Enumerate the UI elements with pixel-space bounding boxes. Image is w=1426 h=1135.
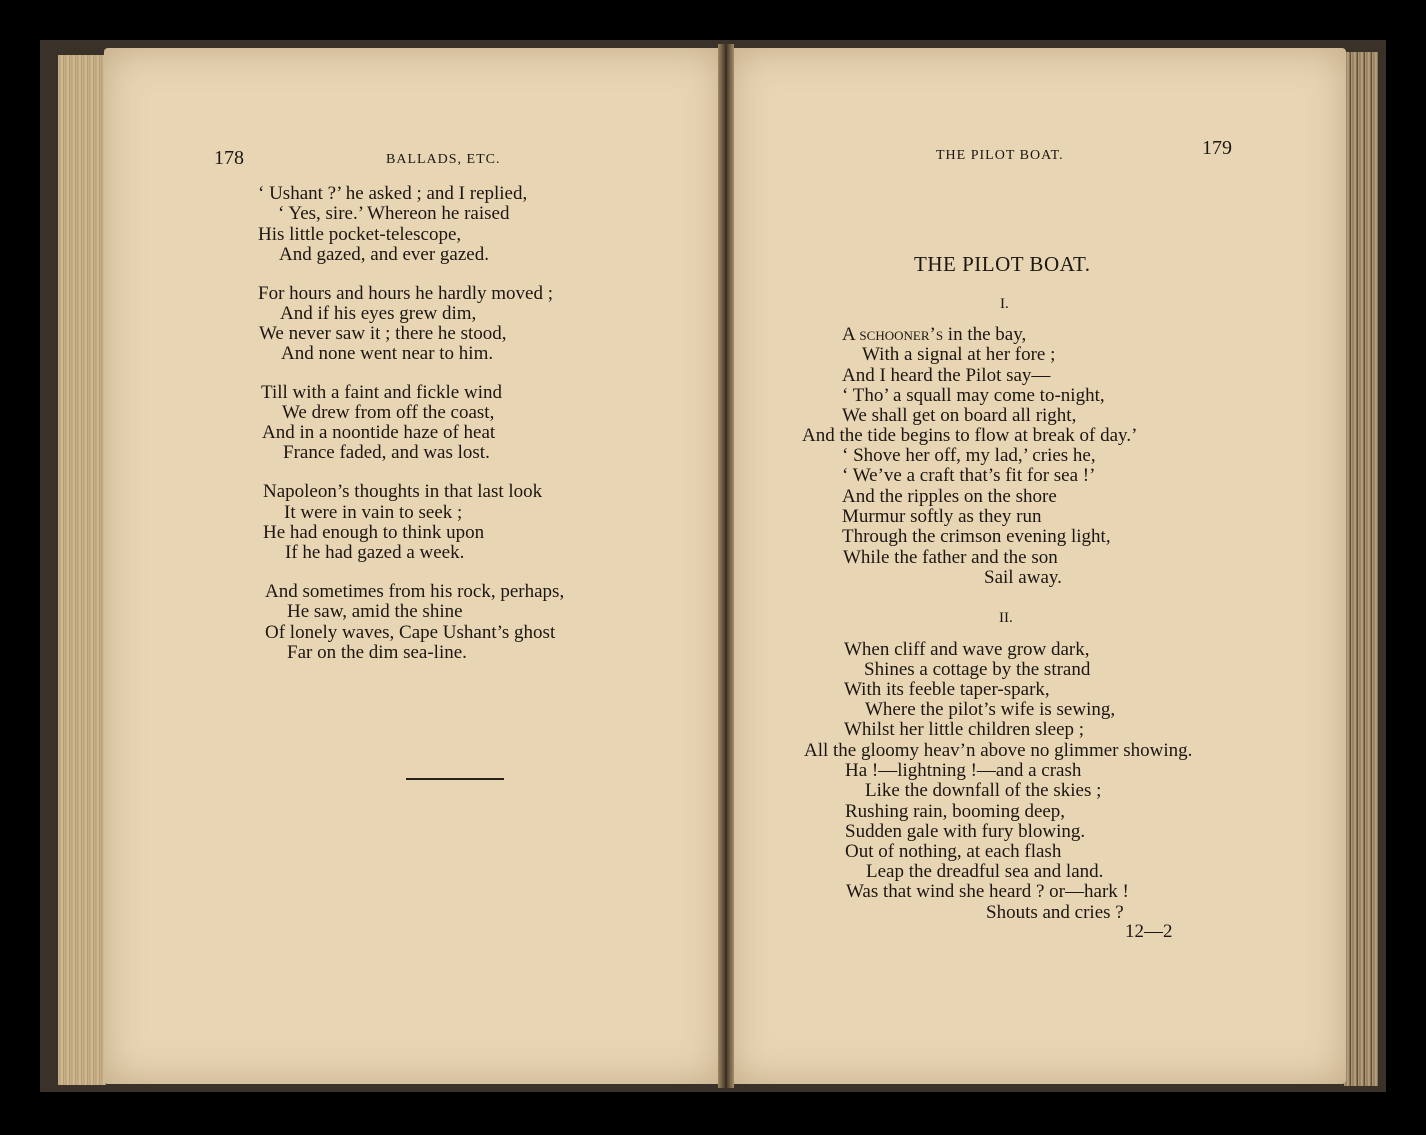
- poem-line: And none went near to him.: [281, 343, 494, 364]
- poem-line: Shouts and cries ?: [986, 902, 1124, 923]
- poem-line: And in a noontide haze of heat: [262, 422, 496, 443]
- page-edges-left: [58, 55, 106, 1085]
- poem-line: ‘ Tho’ a squall may come to-night,: [842, 385, 1105, 406]
- poem-line: And the tide begins to flow at break of day.’: [802, 425, 1138, 446]
- poem-line: Of lonely waves, Cape Ushant’s ghost: [265, 622, 556, 643]
- poem-line: Rushing rain, booming deep,: [845, 801, 1066, 822]
- dropcap-word: A schooner’s: [842, 324, 944, 345]
- poem-line: With its feeble taper-spark,: [844, 679, 1050, 700]
- poem-line: We drew from off the coast,: [282, 402, 495, 423]
- poem-line: Whilst her little children sleep ;: [844, 719, 1085, 740]
- poem-line: Murmur softly as they run: [842, 506, 1042, 527]
- poem-line: We shall get on board all right,: [842, 405, 1077, 426]
- poem-line: Was that wind she heard ? or—hark !: [846, 881, 1129, 902]
- poem-line: Like the downfall of the skies ;: [865, 780, 1102, 801]
- poem-line: Shines a cottage by the strand: [864, 659, 1091, 680]
- poem-line: Sudden gale with fury blowing.: [845, 821, 1086, 842]
- running-head-right: THE PILOT BOAT.: [936, 148, 1064, 163]
- poem-line: Till with a faint and fickle wind: [261, 382, 502, 403]
- poem-line: With a signal at her fore ;: [862, 344, 1056, 365]
- printer-signature: 12—2: [1125, 921, 1173, 942]
- poem-line: For hours and hours he hardly moved ;: [258, 283, 553, 304]
- poem-line: ‘ Ushant ?’ he asked ; and I replied,: [258, 183, 528, 204]
- poem-line: If he had gazed a week.: [285, 542, 465, 563]
- poem-line: When cliff and wave grow dark,: [844, 639, 1090, 660]
- poem-line: Through the crimson evening light,: [842, 526, 1111, 547]
- poem-line: And if his eyes grew dim,: [280, 303, 477, 324]
- section-numeral: I.: [1000, 296, 1009, 312]
- poem-line: ‘ Yes, sire.’ Whereon he raised: [278, 203, 510, 224]
- page-number-right: 179: [1202, 137, 1232, 159]
- poem-line: He saw, amid the shine: [287, 601, 463, 622]
- poem-line: We never saw it ; there he stood,: [259, 323, 507, 344]
- poem-line: While the father and the son: [843, 547, 1058, 568]
- running-head-left: BALLADS, ETC.: [386, 152, 501, 167]
- poem-line: Far on the dim sea-line.: [287, 642, 467, 663]
- poem-line: He had enough to think upon: [263, 522, 485, 543]
- poem-line: And I heard the Pilot say—: [842, 365, 1051, 386]
- poem-line: Sail away.: [984, 567, 1062, 588]
- poem-line-rest: in the bay,: [943, 324, 1027, 345]
- poem-line: ‘ Shove her off, my lad,’ cries he,: [842, 445, 1096, 466]
- poem-line: ‘ We’ve a craft that’s fit for sea !’: [842, 465, 1096, 486]
- poem-line: His little pocket-telescope,: [258, 224, 462, 245]
- poem-line: And sometimes from his rock, perhaps,: [265, 581, 565, 602]
- poem-line: It were in vain to seek ;: [284, 502, 463, 523]
- poem-line: France faded, and was lost.: [283, 442, 490, 463]
- poem-line: Out of nothing, at each flash: [845, 841, 1062, 862]
- section-numeral: II.: [999, 610, 1013, 626]
- poem-title: THE PILOT BOAT.: [914, 252, 1091, 276]
- poem-line: All the gloomy heav’n above no glimmer showing.: [804, 740, 1193, 761]
- book-gutter: [718, 44, 734, 1088]
- end-rule: [406, 778, 504, 780]
- page-edges-right: [1344, 52, 1378, 1086]
- poem-line: And gazed, and ever gazed.: [279, 244, 489, 265]
- poem-line: Napoleon’s thoughts in that last look: [263, 481, 543, 502]
- poem-line: [842, 325, 1026, 345]
- poem-line: Where the pilot’s wife is sewing,: [865, 699, 1116, 720]
- poem-line: Ha !—lightning !—and a crash: [845, 760, 1082, 781]
- page-number-left: 178: [214, 147, 244, 169]
- poem-line: And the ripples on the shore: [842, 486, 1057, 507]
- poem-line: Leap the dreadful sea and land.: [866, 861, 1104, 882]
